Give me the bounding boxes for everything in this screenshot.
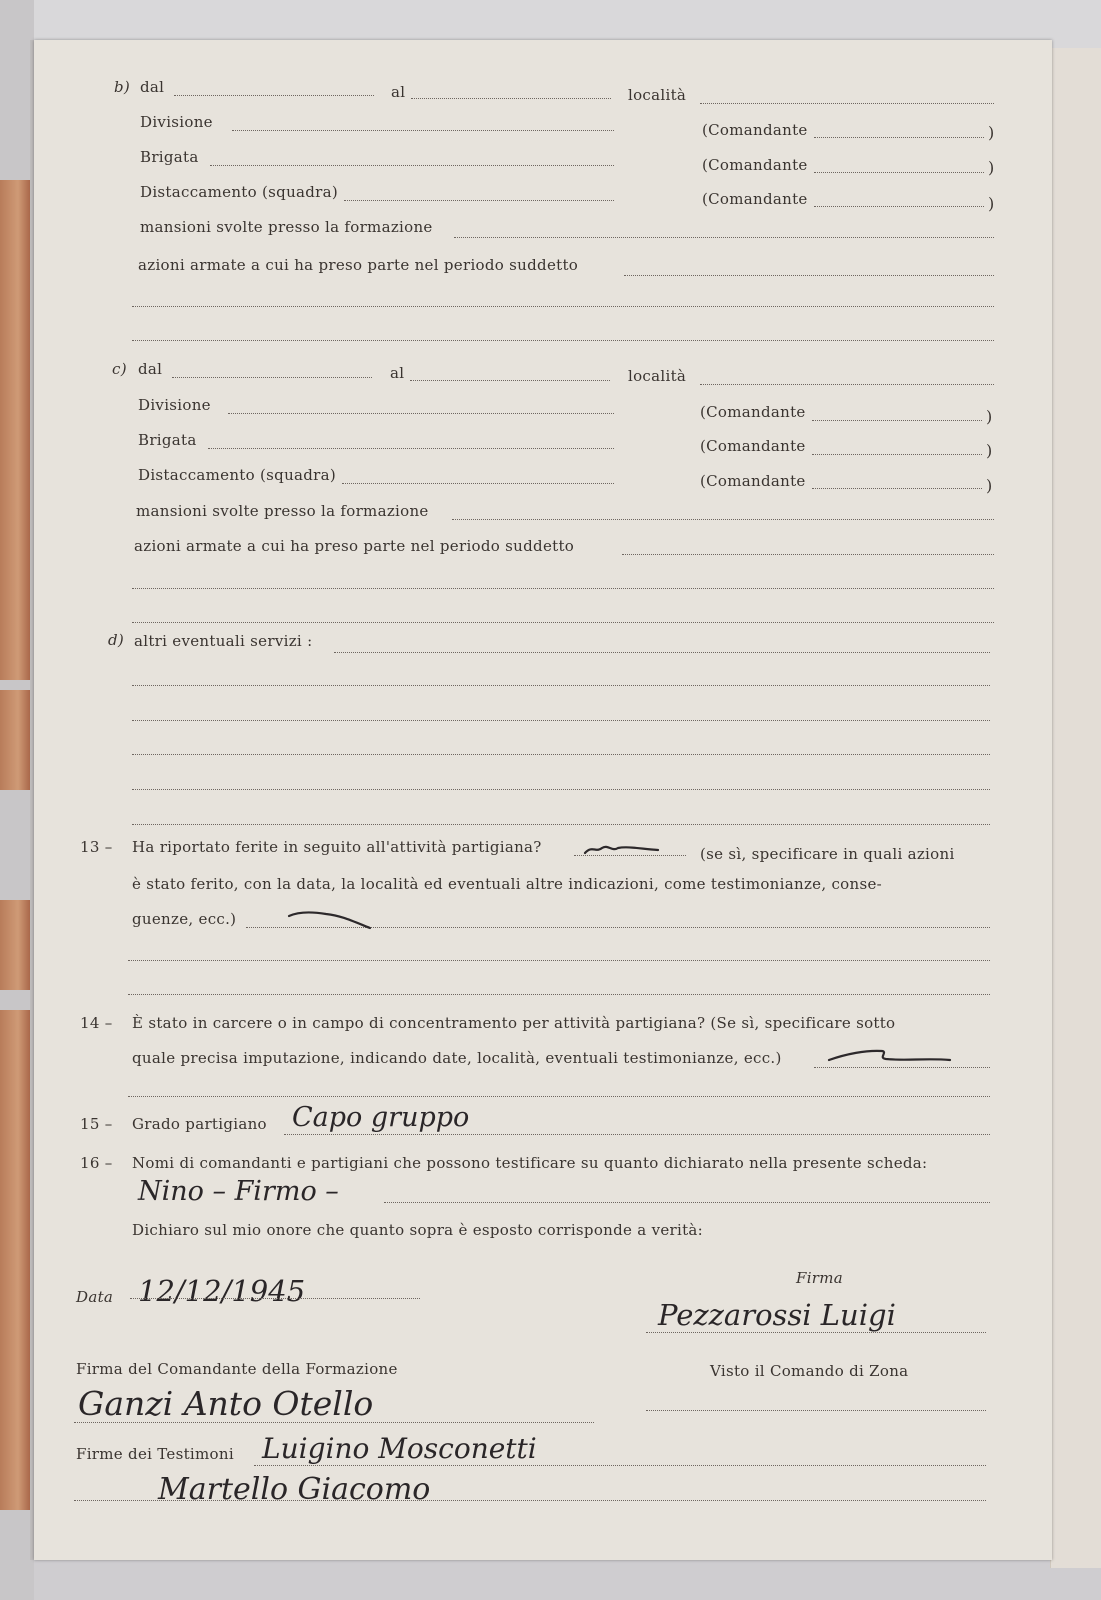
section-d-blank-line [132, 754, 990, 755]
date-handwriting: 12/12/1945 [138, 1274, 306, 1308]
q13-blank-line [128, 960, 990, 961]
background-bottom [0, 1560, 1101, 1600]
section-b-distaccamento-comandante-field [814, 206, 984, 207]
section-b-al-label: al [391, 83, 406, 101]
testimone-signature-2: Martello Giacomo [158, 1472, 431, 1507]
section-c-mansioni-field [452, 519, 994, 520]
q13-handwritten-dash [582, 841, 662, 857]
section-c-mansioni-label: mansioni svolte presso la formazione [136, 502, 429, 520]
section-b-divisione-field [232, 130, 614, 131]
section-c-divisione-label: Divisione [138, 396, 211, 414]
testimoni-field [254, 1465, 986, 1466]
section-b-al-field [411, 98, 611, 99]
binding-spine-segment [0, 900, 31, 990]
closing-paren: ) [988, 158, 995, 177]
section-c-brigata-field [208, 448, 614, 449]
section-b-azioni-label: azioni armate a cui ha preso parte nel periodo suddetto [138, 256, 579, 274]
section-c-dal-field [172, 377, 372, 378]
section-b-brigata-comandante-field [814, 172, 984, 173]
q14-handwritten-dash [826, 1044, 956, 1068]
testimoni-label: Firme dei Testimoni [76, 1445, 234, 1463]
declaration-text: Dichiaro sul mio onore che quanto sopra è esposto corrisponde a verità: [132, 1221, 704, 1239]
section-c-al-field [410, 380, 610, 381]
closing-paren: ) [988, 123, 995, 142]
q16-label: Nomi di comandanti e partigiani che possono testificare su quanto dichiarato nella presente scheda: [132, 1154, 928, 1172]
section-d-blank-line [132, 789, 990, 790]
section-b-brigata-label: Brigata [140, 148, 199, 166]
closing-paren: ) [988, 194, 995, 213]
closing-paren: ) [986, 476, 993, 495]
section-d-blank-line [132, 824, 990, 825]
section-c-distaccamento-field [342, 483, 614, 484]
q13-question-line-1: Ha riportato ferite in seguito all'attività partigiana? [132, 838, 542, 856]
comandante-formazione-field [74, 1422, 594, 1423]
visto-comando-zona-label: Visto il Comando di Zona [710, 1362, 909, 1380]
binding-spine-segment [0, 690, 31, 790]
q16-answer-handwriting: Nino – Firmo – [138, 1176, 339, 1207]
testimoni-field-2 [74, 1500, 986, 1501]
section-c-brigata-comandante-field [812, 454, 982, 455]
section-c-distaccamento-label: Distaccamento (squadra) [138, 466, 337, 484]
closing-paren: ) [986, 407, 993, 426]
section-c-distaccamento-comandante-field [812, 488, 982, 489]
q13-handwritten-dash [286, 908, 376, 932]
q14-question-line-2: quale precisa imputazione, indicando date, località, eventuali testimonianze, ecc.) [132, 1049, 782, 1067]
section-b-brigata-field [210, 165, 614, 166]
section-d-field [334, 652, 990, 653]
section-c-localita-label: località [628, 367, 687, 385]
section-c-divisione-comandante-field [812, 420, 982, 421]
data-label: Data [76, 1288, 114, 1306]
section-b-brigata-comandante: (Comandante [702, 156, 808, 174]
q15-answer-field [284, 1134, 990, 1135]
section-b-letter: b) [114, 78, 131, 96]
visto-comando-zona-field [646, 1410, 986, 1411]
q13-number: 13 – [80, 838, 113, 856]
firma-field [646, 1332, 986, 1333]
section-b-divisione-comandante-field [814, 137, 984, 138]
section-b-dal-label: dal [140, 78, 165, 96]
binding-spine-segment [0, 1010, 31, 1510]
date-field [130, 1298, 420, 1299]
section-d-label: altri eventuali servizi : [134, 632, 313, 650]
q15-answer-handwriting: Capo gruppo [292, 1102, 470, 1133]
section-d-letter: d) [108, 631, 125, 649]
section-b-blank-line [132, 340, 994, 341]
section-c-letter: c) [112, 360, 127, 378]
section-c-brigata-label: Brigata [138, 431, 197, 449]
section-b-blank-line [132, 306, 994, 307]
section-b-azioni-field [624, 275, 994, 276]
section-b-localita-field [700, 103, 994, 104]
closing-paren: ) [986, 441, 993, 460]
q14-blank-line [128, 1096, 990, 1097]
section-b-mansioni-label: mansioni svolte presso la formazione [140, 218, 433, 236]
section-c-brigata-comandante: (Comandante [700, 437, 806, 455]
comandante-formazione-signature: Ganzi Anto Otello [78, 1384, 374, 1423]
section-c-blank-line [132, 622, 994, 623]
section-c-localita-field [700, 384, 994, 385]
section-b-dal-field [174, 95, 374, 96]
section-b-distaccamento-label: Distaccamento (squadra) [140, 183, 339, 201]
q13-question-line-2: è stato ferito, con la data, la località ed eventuali altre indicazioni, come testimonianze, conse- [132, 875, 882, 893]
q13-question-line-1b: (se sì, specificare in quali azioni [700, 845, 955, 863]
section-b-divisione-label: Divisione [140, 113, 213, 131]
section-b-divisione-comandante: (Comandante [702, 121, 808, 139]
q15-label: Grado partigiano [132, 1115, 267, 1133]
section-b-mansioni-field [454, 237, 994, 238]
section-c-divisione-comandante: (Comandante [700, 403, 806, 421]
section-d-blank-line [132, 720, 990, 721]
section-c-distaccamento-comandante: (Comandante [700, 472, 806, 490]
q16-number: 16 – [80, 1154, 113, 1172]
section-b-distaccamento-field [344, 200, 614, 201]
q13-question-line-3: guenze, ecc.) [132, 910, 237, 928]
binding-spine-segment [0, 180, 31, 680]
q15-number: 15 – [80, 1115, 113, 1133]
firma-label: Firma [796, 1269, 844, 1287]
section-c-dal-label: dal [138, 360, 163, 378]
testimone-signature-1: Luigino Mosconetti [262, 1432, 537, 1465]
section-d-blank-line [132, 685, 990, 686]
firma-signature: Pezzarossi Luigi [658, 1298, 896, 1332]
section-c-divisione-field [228, 413, 614, 414]
section-b-localita-label: località [628, 86, 687, 104]
comandante-formazione-label: Firma del Comandante della Formazione [76, 1360, 398, 1378]
next-page-edge [1050, 48, 1101, 1568]
q14-question-line-1: È stato in carcere o in campo di concentramento per attività partigiana? (Se sì, specificare sotto [132, 1014, 896, 1032]
section-b-distaccamento-comandante: (Comandante [702, 190, 808, 208]
q14-number: 14 – [80, 1014, 113, 1032]
q16-answer-field [384, 1202, 990, 1203]
section-c-azioni-field [622, 554, 994, 555]
section-c-azioni-label: azioni armate a cui ha preso parte nel periodo suddetto [134, 537, 575, 555]
section-c-al-label: al [390, 364, 405, 382]
q13-blank-line [128, 994, 990, 995]
section-c-blank-line [132, 588, 994, 589]
form-page [34, 40, 1052, 1560]
